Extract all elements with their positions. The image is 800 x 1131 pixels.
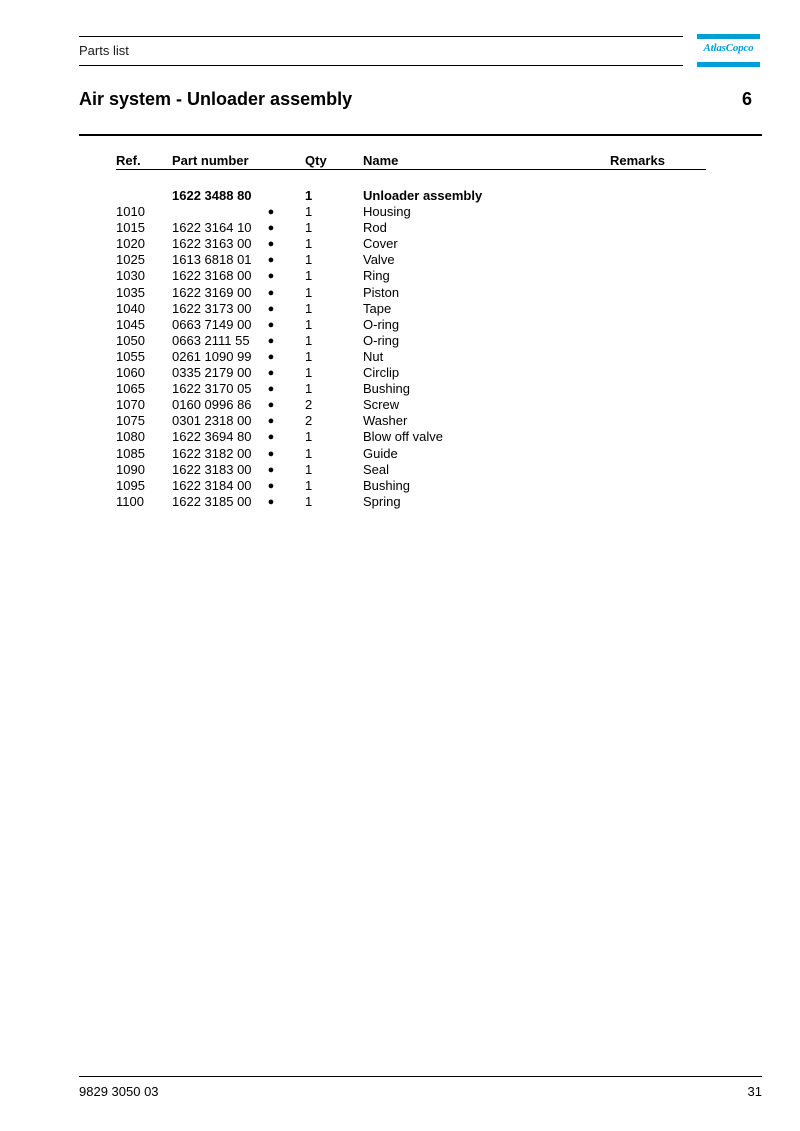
cell-name: Guide [363,445,398,461]
cell-qty: 1 [305,493,313,509]
cell-qty: 1 [305,348,313,364]
cell-ref: 1090 [116,461,145,477]
title-rule [79,134,762,136]
cell-part-number: 1613 6818 01 [172,252,252,268]
column-header-part-number: Part number [172,153,249,168]
table-row [0,365,800,381]
column-header-remarks: Remarks [610,153,665,168]
cell-name: Blow off valve [363,429,443,445]
cell-ref: 1060 [116,365,145,381]
table-row [0,204,800,220]
cell-ref: 1020 [116,236,145,252]
cell-qty: 2 [305,413,313,429]
cell-qty: 1 [305,461,313,477]
bullet-icon: ● [267,222,275,235]
logo-bottom-band [697,62,760,67]
cell-part-number: 0663 2111 55 [172,332,250,348]
parts-table-body [0,188,800,510]
table-row [0,188,800,204]
cell-qty: 1 [305,252,313,268]
table-row [0,268,800,284]
cell-qty: 1 [305,268,313,284]
cell-qty: 1 [305,284,313,300]
bullet-icon: ● [267,302,275,315]
cell-ref: 1025 [116,252,145,268]
cell-part-number: 0301 2318 00 [172,413,252,429]
footer-rule [79,1076,762,1077]
bullet-icon: ● [267,399,275,412]
cell-ref: 1100 [116,493,144,509]
bullet-icon: ● [267,415,275,428]
bullet-icon: ● [267,495,275,508]
cell-qty: 1 [305,381,313,397]
table-row [0,252,800,268]
page-title: Air system - Unloader assembly [79,89,353,109]
cell-part-number: 1622 3173 00 [172,300,252,316]
cell-ref: 1040 [116,300,145,316]
cell-name: O-ring [363,316,400,332]
bullet-icon: ● [267,334,275,347]
cell-part-number: 0663 7149 00 [172,316,252,332]
cell-name: Spring [363,493,401,509]
cell-name: Rod [363,220,387,236]
table-row [0,285,800,301]
cell-part-number: 1622 3168 00 [172,268,252,284]
footer-page-number: 31 [747,1084,762,1099]
table-row [0,494,800,510]
cell-qty: 1 [305,204,313,220]
table-row [0,429,800,445]
table-row [0,381,800,397]
cell-part-number: 0261 1090 99 [172,348,252,364]
table-row [0,236,800,252]
cell-ref: 1015 [116,220,145,236]
table-row [0,220,800,236]
cell-part-number: 1622 3164 10 [172,220,252,236]
cell-name: Nut [363,348,384,364]
table-row [0,462,800,478]
cell-name: Seal [363,461,390,477]
column-header-name: Name [363,153,399,168]
cell-name: Tape [363,300,392,316]
table-row [0,397,800,413]
cell-part-number: 0335 2179 00 [172,365,252,381]
cell-ref: 1030 [116,268,145,284]
bullet-icon: ● [267,463,275,476]
cell-qty: 1 [305,429,313,445]
cell-ref: 1070 [116,397,145,413]
cell-qty: 1 [305,188,313,203]
column-header-qty: Qty [305,153,327,168]
cell-name: Bushing [363,477,410,493]
bullet-icon: ● [267,431,275,444]
section-number: 6 [741,89,752,109]
cell-ref: 1075 [116,413,145,429]
cell-qty: 1 [305,220,313,236]
column-header-ref: Ref. [116,153,141,168]
table-row [0,478,800,494]
cell-qty: 1 [305,445,313,461]
bullet-icon: ● [267,238,275,251]
cell-qty: 1 [305,300,313,316]
bullet-icon: ● [267,383,275,396]
header-section-label: Parts list [79,43,129,58]
cell-part-number: 1622 3694 80 [172,429,252,445]
footer-document-number: 9829 3050 03 [79,1084,159,1099]
cell-name: Housing [363,204,411,220]
cell-name: Screw [363,397,400,413]
table-row [0,446,800,462]
bullet-icon: ● [267,367,275,380]
bullet-icon: ● [267,270,275,283]
brand-logo [697,34,760,67]
cell-ref: 1010 [116,204,145,220]
cell-part-number: 0160 0996 86 [172,397,252,413]
header-top-rule [79,36,683,37]
cell-name: Unloader assembly [363,188,483,203]
table-header-rule [116,169,706,170]
cell-qty: 2 [305,397,313,413]
table-row [0,301,800,317]
bullet-icon: ● [267,318,275,331]
cell-name: Bushing [363,381,410,397]
table-row [0,317,800,333]
cell-part-number: 1622 3488 80 [172,188,252,203]
logo-wordmark: AtlasCopco [703,42,754,54]
cell-qty: 1 [305,477,313,493]
cell-name: Ring [363,268,390,284]
cell-ref: 1035 [116,284,145,300]
cell-qty: 1 [305,236,313,252]
bullet-icon: ● [267,447,275,460]
cell-part-number: 1622 3185 00 [172,493,252,509]
bullet-icon: ● [267,479,275,492]
cell-part-number: 1622 3169 00 [172,284,252,300]
cell-qty: 1 [305,365,313,381]
cell-name: Circlip [363,365,400,381]
cell-part-number: 1622 3184 00 [172,477,252,493]
cell-ref: 1085 [116,445,145,461]
cell-qty: 1 [305,332,313,348]
cell-part-number: 1622 3170 05 [172,381,252,397]
cell-ref: 1055 [116,348,145,364]
cell-ref: 1045 [116,316,145,332]
cell-part-number: 1622 3182 00 [172,445,252,461]
cell-ref: 1050 [116,332,145,348]
cell-name: Piston [363,284,400,300]
table-row [0,349,800,365]
table-row [0,413,800,429]
bullet-icon: ● [267,206,275,219]
cell-qty: 1 [305,316,313,332]
cell-ref: 1065 [116,381,145,397]
cell-name: O-ring [363,332,400,348]
cell-name: Valve [363,252,395,268]
cell-ref: 1080 [116,429,145,445]
bullet-icon: ● [267,254,275,267]
header-bottom-rule [79,65,683,66]
cell-ref: 1095 [116,477,145,493]
cell-name: Cover [363,236,398,252]
cell-name: Washer [363,413,408,429]
cell-part-number: 1622 3183 00 [172,461,252,477]
table-row [0,333,800,349]
bullet-icon: ● [267,286,275,299]
cell-part-number: 1622 3163 00 [172,236,252,252]
bullet-icon: ● [267,350,275,363]
logo-top-band [697,34,760,39]
